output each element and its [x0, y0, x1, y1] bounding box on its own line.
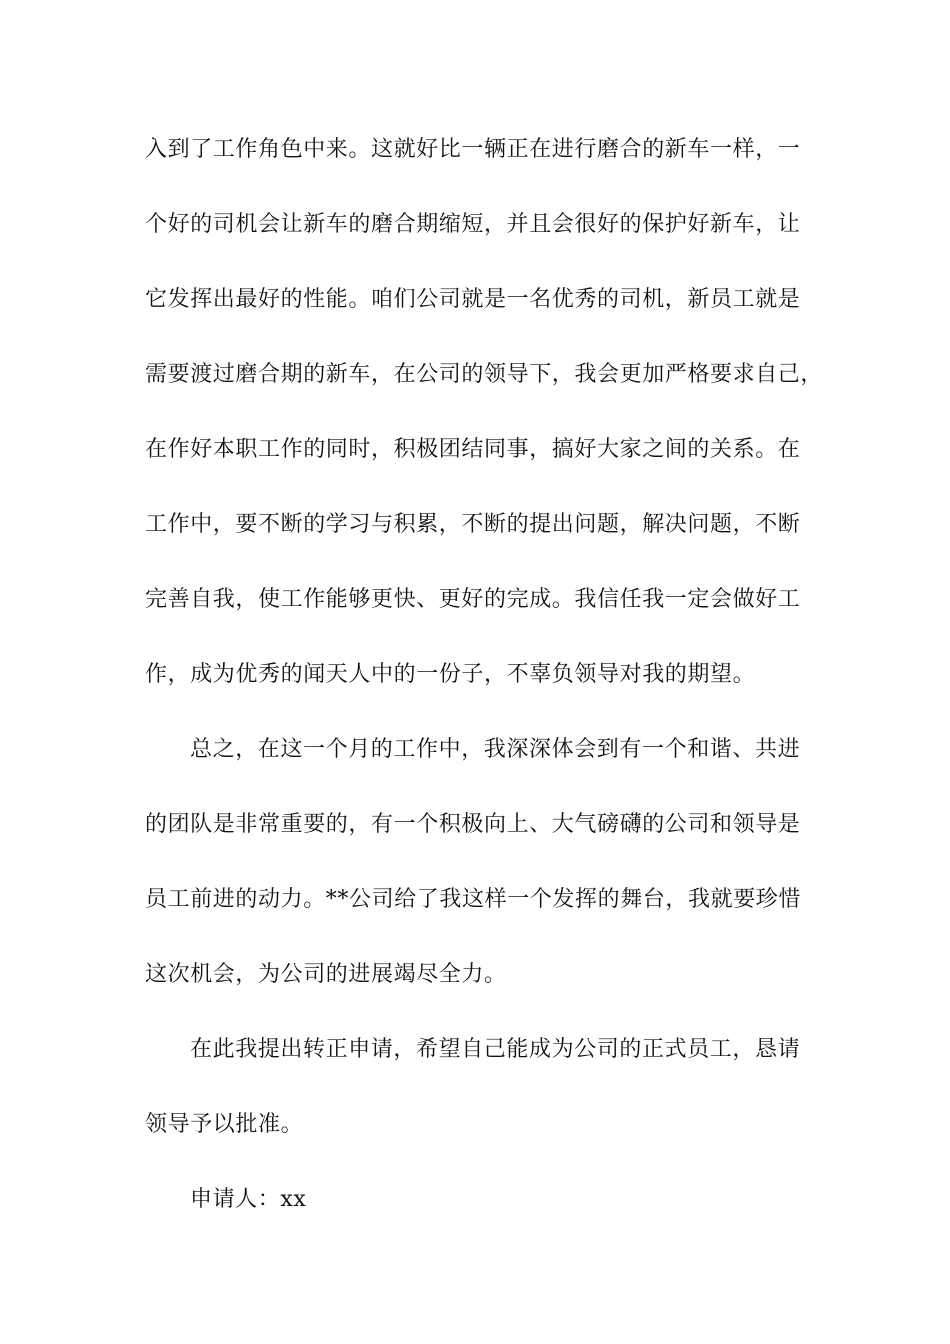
paragraph-line: 需要渡过磨合期的新车，在公司的领导下，我会更加严格要求自己，: [145, 362, 824, 387]
paragraph-line: 完善自我，使工作能够更快、更好的完成。我信任我一定会做好工: [145, 587, 801, 612]
paragraph-line: 在此我提出转正申请，希望自己能成为公司的正式员工，恳请: [190, 1037, 801, 1062]
paragraph-line: 员工前进的动力。**公司给了我这样一个发挥的舞台，我就要珍惜: [145, 887, 802, 912]
paragraph-line: 作，成为优秀的闻天人中的一份子，不辜负领导对我的期望。: [145, 662, 756, 687]
paragraph-line: 工作中，要不断的学习与积累，不断的提出问题，解决问题，不断: [145, 512, 801, 537]
paragraph-line: 入到了工作角色中来。这就好比一辆正在进行磨合的新车一样，一: [145, 137, 801, 162]
paragraph-line: 在作好本职工作的同时，积极团结同事，搞好大家之间的关系。在: [145, 437, 801, 462]
applicant-signature-line: 申请人：xx: [190, 1187, 307, 1212]
paragraph-line: 领导予以批准。: [145, 1112, 304, 1137]
paragraph-line: 的团队是非常重要的，有一个积极向上、大气磅礴的公司和领导是: [145, 812, 801, 837]
paragraph-line: 它发挥出最好的性能。咱们公司就是一名优秀的司机，新员工就是: [145, 287, 801, 312]
paragraph-line: 这次机会，为公司的进展竭尽全力。: [145, 962, 507, 987]
paragraph-line: 个好的司机会让新车的磨合期缩短，并且会很好的保护好新车，让: [145, 212, 801, 237]
paragraph-line: 总之，在这一个月的工作中，我深深体会到有一个和谐、共进: [190, 737, 801, 762]
